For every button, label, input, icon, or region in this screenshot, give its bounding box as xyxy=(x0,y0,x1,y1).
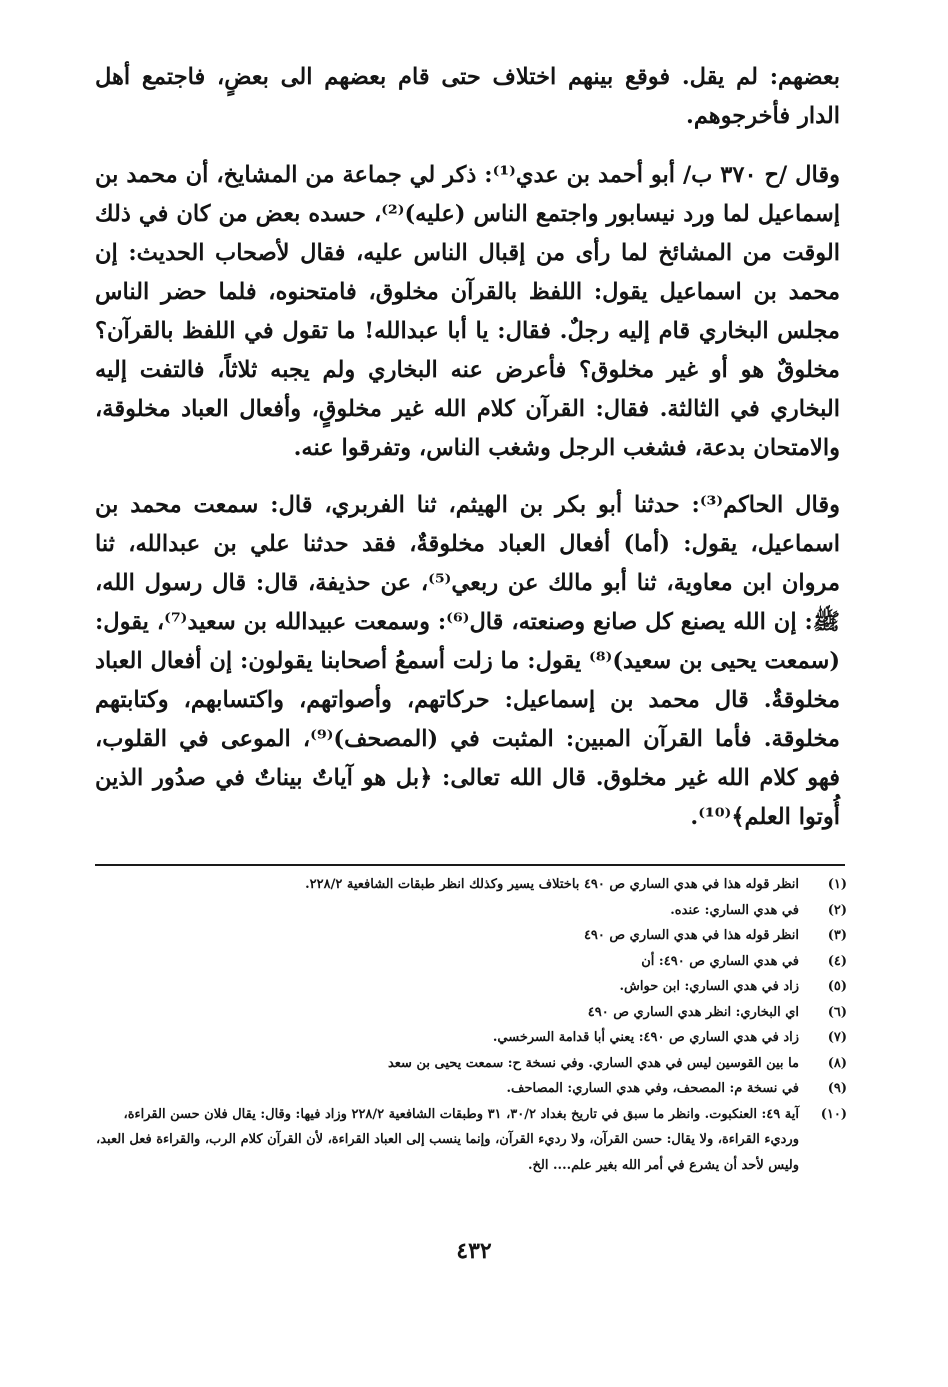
footnote-number: (١٠) xyxy=(820,1106,847,1122)
footnote-number: (٥) xyxy=(827,979,847,994)
footnote-number: (٣) xyxy=(827,928,847,943)
footnote-number: (٤) xyxy=(827,953,847,969)
footnote xyxy=(95,1076,847,1102)
footnote xyxy=(95,872,847,898)
paragraph: وقال /ح ٣٧٠ ب/ أبو أحمد بن عدي⁽¹⁾: ذكر لي جماعة من المشايخ، أن محمد بن إسماعيل لما ورد نيسابور واجتمع الناس (عليه)⁽²⁾، حسده بعض من كان في ذلك الوقت من المشائخ لما رأى من إقبال الناس عليه، فقال لأصحاب الحديث: إن محمد بن اسماعيل يقول: اللفظ بالقرآن مخلوق، فامتحنوه، فلما حضر الناس مجلس البخاري قام إليه رجلٌ. فقال: يا أبا عبدالله! ما تقول في اللفظ بالقرآن؟ مخلوقٌ هو أو غير مخلوق؟ فأعرض عنه البخاري ولم يجبه ثلاثاً، فالتفت إليه البخاري في الثالثة. فقال: القرآن كلام الله غير مخلوقٍ، وأفعال العباد مخلوقة، والامتحان بدعة، فشغب الرجل وشغب الناس، وتفرقوا عنه. xyxy=(95,162,841,461)
footnote xyxy=(95,898,847,924)
footnote-text: في هدي الساري ص ٤٩٠: أن xyxy=(641,953,799,969)
page-number: ٤٣٢ xyxy=(456,1238,492,1264)
footnote-text: زاد في هدي الساري ص ٤٩٠: يعني أبا قدامة السرخسي. xyxy=(492,1030,799,1045)
footnote-text: انظر قوله هذا في هدي الساري ص ٤٩٠ باختلاف يسير وكذلك انظر طبقات الشافعية ٢٢٨/٢. xyxy=(305,877,799,892)
paragraph: وقال الحاكم⁽³⁾: حدثنا أبو بكر بن الهيثم، ثنا الفربري، قال: سمعت محمد بن اسماعيل، يقول: (أما) أفعال العباد مخلوقةٌ، فقد حدثنا علي بن عبدالله، ثنا مروان ابن معاوية، ثنا أبو مالك عن ربعي⁽⁵⁾، عن حذيفة، قال: قال رسول الله، ﷺ: إن الله يصنع كل صانع وصنعته، قال⁽⁶⁾: وسمعت عبيدالله بن سعيد⁽⁷⁾، يقول: (سمعت يحيى بن سعيد)⁽⁸⁾ يقول: ما زلت أسمعُ أصحابنا يقولون: إن أفعال العباد مخلوقةٌ. قال محمد بن إسماعيل: حركاتهم، وأصواتهم، واكتسابهم، وكتابتهم مخلوقة. فأما القرآن المبين: المثبت في (المصحف)⁽⁹⁾، الموعى في القلوب، فهو كلام الله غير مخلوق. قال الله تعالى: ﴿بل هو آياتٌ بيناتٌ في صدُور الذين أُوتوا العلم﴾⁽¹⁰⁾. xyxy=(95,492,840,830)
footnote-text: آية ٤٩: العنكبوت. وانظر ما سبق في تاريخ بغداد ٣٠/٢، ٣١ وطبقات الشافعية ٢٢٨/٢ وزاد فيها: وقال: يقال فلان حسن القراءة، ورديء القراءة، ولا يقال: حسن القرآن، ولا رديء القرآن، وإنما ينسب إلى العباد القراءة، لأن القرآن كلام الرب، والقراءة فعل العبد، وليس لأحد أن يشرع في أمر الله بغير علم.... الخ. xyxy=(96,1106,799,1173)
footnote-text: في نسخة م: المصحف، وفي هدي الساري: المصاحف. xyxy=(506,1081,799,1096)
footnote-number: (٧) xyxy=(827,1030,847,1045)
footnote-number: (٩) xyxy=(827,1081,847,1096)
footnote-text: في هدي الساري: عنده. xyxy=(670,902,799,918)
footnote-number: (١) xyxy=(827,877,847,892)
paragraph: بعضهم: لم يقل. فوقع بينهم اختلاف حتى قام بعضهم الى بعضٍ، فاجتمع أهل الدار فأخرجوهم. xyxy=(95,64,840,129)
footnote-text: انظر قوله هذا في هدي الساري ص ٤٩٠ xyxy=(583,928,799,943)
footnote-text: اي البخاري: انظر هدي الساري ص ٤٩٠ xyxy=(587,1004,799,1020)
footnote-divider xyxy=(95,864,845,866)
footnote-number: (٦) xyxy=(827,1004,847,1020)
footnote-number: (٨) xyxy=(827,1055,847,1071)
footnote xyxy=(95,1051,847,1077)
footnote xyxy=(95,1000,847,1026)
footnote xyxy=(95,1102,847,1179)
footnote xyxy=(95,1025,847,1051)
footnote-text: زاد في هدي الساري: ابن حواش. xyxy=(619,979,799,994)
footnote-number: (٢) xyxy=(827,902,847,918)
footnote-text: ما بين القوسين ليس في هدي الساري. وفي نسخة ح: سمعت يحيى بن سعد xyxy=(387,1055,799,1071)
footnotes xyxy=(95,872,847,1178)
main-text xyxy=(95,58,840,855)
footnote xyxy=(95,923,847,949)
footnote xyxy=(95,974,847,1000)
footnote xyxy=(95,949,847,975)
